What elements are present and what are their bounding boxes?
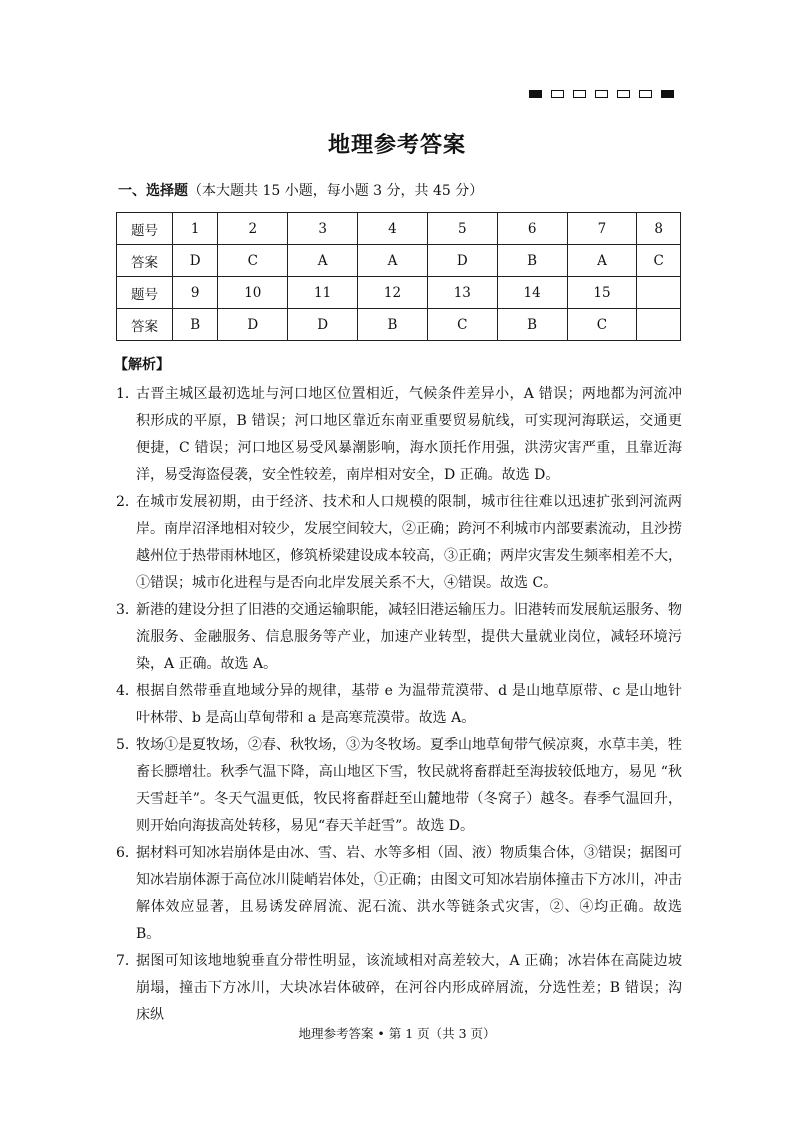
list-item [116,732,682,840]
mark-filled [661,90,674,98]
table-cell: D [427,245,497,277]
table-cell: 13 [427,277,497,309]
table-cell: B [497,245,567,277]
table-cell: 4 [358,213,428,245]
table-row [117,309,681,341]
page-title: 地理参考答案 [327,133,466,158]
item-text: 古晋主城区最初选址与河口地区位置相近，气候条件差异小，A 错误；两地都为河流冲积形成的平原，B 错误；河口地区靠近东南亚重要贸易航线，可实现河海联运，交通更便捷，C 错误；河口地区易受风暴潮影响，海水顶托作用强，洪涝灾害严重，且靠近海洋，易受海盗侵袭，安全性较差，南岸相对安全，D 正确。故选 D。 [136,386,682,483]
table-cell: C [567,309,637,341]
section-title: 一、选择题 [118,183,188,199]
table-cell: 10 [218,277,288,309]
table-cell: 1 [173,213,218,245]
table-cell [637,277,681,309]
table-cell: 12 [358,277,428,309]
table-cell: 9 [173,277,218,309]
table-row [117,277,681,309]
table-cell: 6 [497,213,567,245]
table-cell: 14 [497,277,567,309]
item-number: 7． [116,953,139,969]
mark-empty [573,90,586,98]
header-marks [529,90,674,98]
table-cell: 3 [288,213,358,245]
item-text: 据材料可知冰岩崩体是由冰、雪、岩、水等多相（固、液）物质集合体，③错误；据图可知冰岩崩体源于高位冰川陡峭岩体处，①正确；由图文可知冰岩崩体撞击下方冰川，冲击解体效应显著，且易诱发碎屑流、泥石流、洪水等链条式灾害，②、④均正确。故选 B。 [136,845,682,942]
table-cell [637,309,681,341]
item-number: 6． [116,845,139,861]
table-cell: D [288,309,358,341]
item-number: 5． [116,737,139,753]
table-cell: A [567,245,637,277]
section-note: （本大题共 15 小题，每小题 3 分，共 45 分） [188,183,484,199]
table-cell: 2 [218,213,288,245]
list-item [116,489,682,597]
mark-empty [617,90,630,98]
mark-empty [551,90,564,98]
table-cell: 15 [567,277,637,309]
item-text: 牧场①是夏牧场，②春、秋牧场，③为冬牧场。夏季山地草甸带气候凉爽，水草丰美，牲畜长膘增壮。秋季气温下降，高山地区下雪，牧民就将畜群赶至海拔较低地方，易见 “秋天雪赶羊”。冬天气温更低，牧民将畜群赶至山麓地带（冬窝子）越冬。春季气温回升，则开始向海拔高处转移，易见“春天羊赶雪”。故选 D。 [136,737,682,834]
list-item [116,948,682,1029]
table-row-header: 答案 [117,245,173,277]
table-cell: B [173,309,218,341]
item-number: 4． [116,683,139,699]
table-cell: 5 [427,213,497,245]
table-cell: B [497,309,567,341]
item-text: 据图可知该地地貌垂直分带性明显，该流域相对高差较大，A 正确；冰岩体在高陡边坡崩塌，撞击下方冰川，大块冰岩体破碎，在河谷内形成碎屑流，分选性差；B 错误；沟床纵 [136,953,682,1023]
page-footer: 地理参考答案 • 第 1 页（共 3 页） [298,1026,496,1041]
table-cell: C [637,245,681,277]
table-row-header: 题号 [117,277,173,309]
table-cell: 11 [288,277,358,309]
table-cell: C [427,309,497,341]
table-cell: 7 [567,213,637,245]
table-row [117,245,681,277]
item-number: 2． [116,494,139,510]
table-cell: A [358,245,428,277]
list-item [116,597,682,678]
table-row-header: 答案 [117,309,173,341]
answer-table [116,212,681,341]
table-row-header: 题号 [117,213,173,245]
item-text: 在城市发展初期，由于经济、技术和人口规模的限制，城市往往难以迅速扩张到河流两岸。南岸沼泽地相对较少，发展空间较大，②正确；跨河不利城市内部要素流动，且沙捞越州位于热带雨林地区，修筑桥梁建设成本较高，③正确；两岸灾害发生频率相差不大，①错误；城市化进程与是否向北岸发展关系不大，④错误。故选 C。 [136,494,682,591]
section-heading [118,180,483,200]
item-text: 新港的建设分担了旧港的交通运输职能，减轻旧港运输压力。旧港转而发展航运服务、物流服务、金融服务、信息服务等产业，加速产业转型，提供大量就业岗位，减轻环境污染，A 正确。故选 A。 [136,602,682,672]
item-number: 3． [116,602,139,618]
analysis-label: 【解析】 [114,357,170,373]
mark-empty [595,90,608,98]
analysis-list [116,381,682,1029]
item-text: 根据自然带垂直地域分异的规律，基带 e 为温带荒漠带、d 是山地草原带、c 是山地针叶林带、b 是高山草甸带和 a 是高寒荒漠带。故选 A。 [136,683,682,726]
mark-empty [639,90,652,98]
list-item [116,840,682,948]
table-cell: D [173,245,218,277]
table-cell: A [288,245,358,277]
list-item [116,678,682,732]
table-cell: D [218,309,288,341]
list-item [116,381,682,489]
table-cell: C [218,245,288,277]
item-number: 1． [116,386,139,402]
table-cell: 8 [637,213,681,245]
mark-filled [529,90,542,98]
table-cell: B [358,309,428,341]
table-row [117,213,681,245]
